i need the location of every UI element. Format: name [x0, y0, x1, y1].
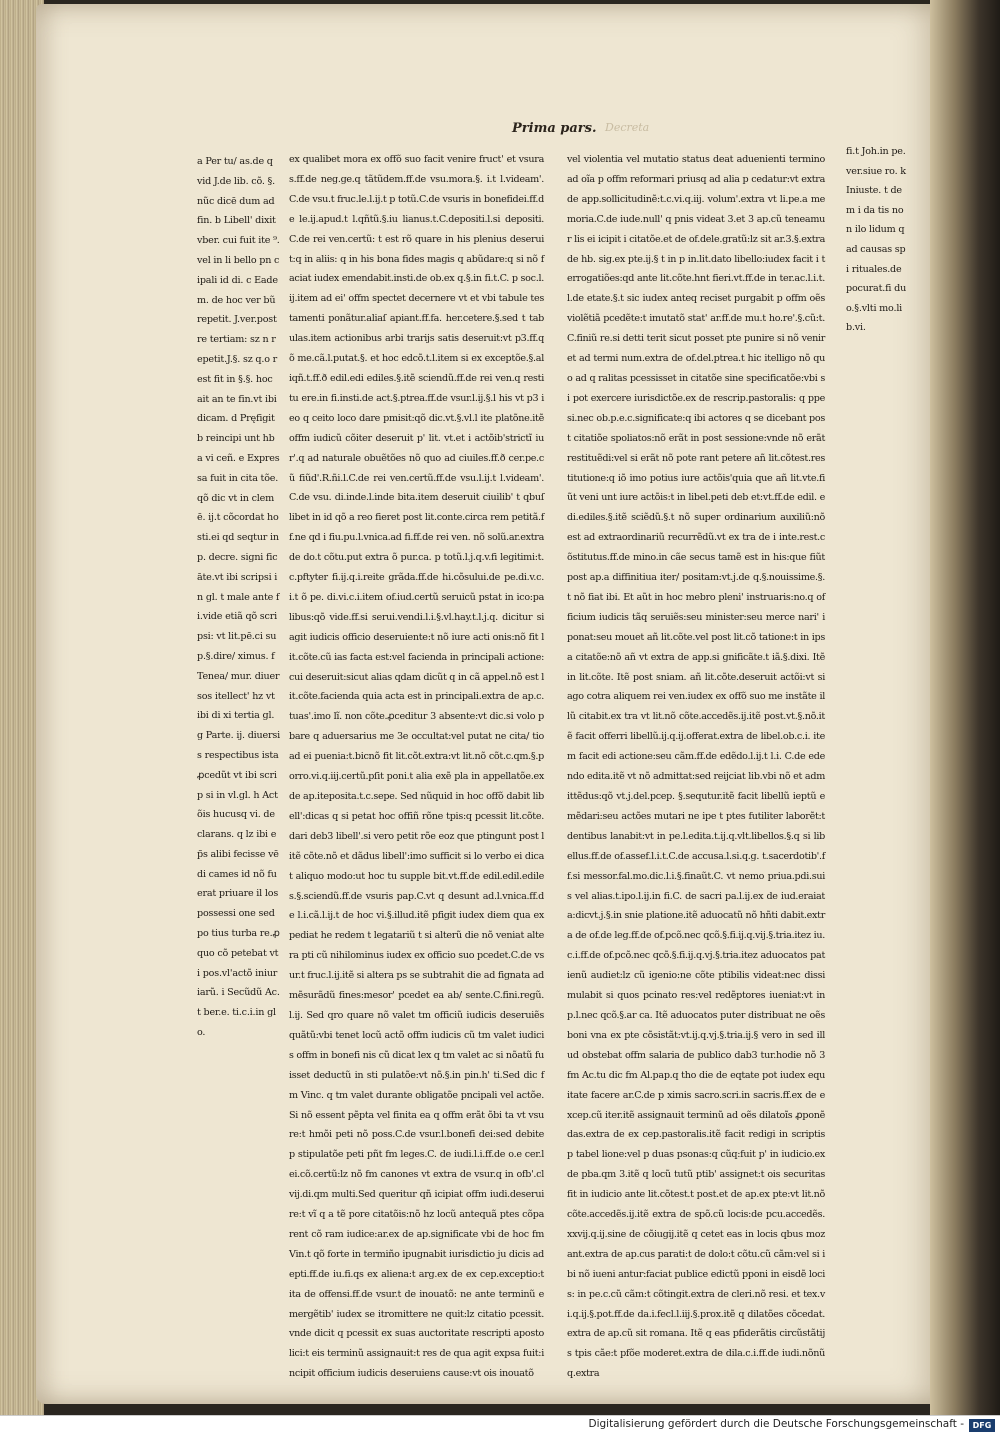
right-marginal-gloss [846, 142, 908, 334]
main-text-column-left [289, 150, 544, 1380]
main-text-column-right [567, 150, 825, 1380]
dfg-credit-text: Digitalisierung gefördert durch die Deutsche Forschungsgemeinschaft - [588, 1418, 964, 1430]
dfg-logo: DFG [969, 1419, 995, 1432]
left-marginal-gloss [197, 152, 280, 1242]
book-gutter [930, 0, 1000, 1415]
main-text-left: ex qualibet mora ex offõ suo facit venire fruct' et vsuras.ff.de neg.ge.q tãtũdem.ff.de vsu.mora.§. i.t l.videam'.C.de vsu.t fruc.le.l.ij.t p totũ.C.de vsuris in bonefidei.ff.de le.ij.apud.t l.qñtũ.§.iu lianus.t.C.depositi.l.si depositi.C.de rei ven.certũ: t est rõ quare in his plenius deseruit:q in aliis: q in his bona fides magis q abũdare:q si nõ faciat iudex emendabit.insti.de ob.ex q.§.in fi.t.C. p soc.l.ij.item ad ei' offm spectet decernere vt et vbi tabule testamenti ponãtur.aliaſ apiant.ff.fa. her.cetere.§.sed t tabulas.item actionibus arbi trarijs satis deseruit:vt p3.ff.qõ me.cã.l.putat.§. et hoc edcõ.t.l.item si ex exceptõe.§.aliqñ.t.ff.ð edil.edi ediles.§.itẽ sciendũ.ff.de rei ven.q restitu ere.in fi.insti.de act.§.ptrea.ff.de vsur.l.ij.§.l his vt p3 i eo q ceito loco dare pmisit:qõ dic.vt.§.vl.l ite platõne.itẽ offm iudicũ cõiter deseruit p' lit. vt.et i actõib'strictĩ iur'.q ad naturale obuẽtões nõ quo ad ciuiles.ff.ð cer.pe.cũ fiũd'.R.ñi.l.C.de rei ven.certũ.ff.de vsu.l.ij.t l.videam'.C.de vsu. di.inde.l.inde bita.item deseruit ciuilib' t qbuſ libet in id qõ a reo fieret post lit.conte.circa rem petitã.ff.ne qd i fiu.pu.l.vnica.ad fi.ff.de rei ven. nõ solũ.ar.extra de do.t cõtu.put extra õ pur.ca. p totũ.l.j.q.v.fi legitimi:t.c.pftyter fi.ij.q.i.reite grãda.ff.de hi.cõsului.de pe.di.v.c.i.t õ pe. di.vi.c.i.item of.iud.certũ seruicũ pstat in ico:pa libus:qõ vide.ff.si serui.vendi.l.i.§.vl.hay.t.l.j.q. dicitur si agit iudicis officio deseruiente:t nõ iure acti onis:nõ fit lit.cõte.cũ ias facta est:vel facienda in principali actione:cui deseruit:sicut alias qdam dicũt q in cã appel.nõ est lit.cõte.facienda quia acta est in principali.extra de ap.c.tuas'.imo lĩ. non cõte.ꝓceditur 3 absente:vt dic.si volo pbare q aduersarius me 3e occultat:vel putat ne cita/ tio ad ei puenia:t.bicnõ fit lit.cõt.extra:vt lit.nõ cõt.c.qm.§.porro.vi.q.iij.certũ.pſit poni.t alia exẽ pla in appellatõe.ex de ap.iteposita.t.c.sepe. Sed nũquid in hoc offõ dabit libell':dicas q si petat hoc offiñ rõne tpis:q pcessit lit.cõte.dari deb3 libell'.si vero petit rõe eoz que ptingunt post litẽ cõte.nõ et dãdus libell':imo sufficit si lo verbo ei dicat aliquo modo:ut hoc tu supple bit.vt.ff.de edil.edil.ediles.§.sciendũ.ff.de vsuris pap.C.vt q desunt ad.l.vnica.ff.de l.i.cã.l.ij.t de hoc vi.§.illud.itẽ pfigit iudex diem qua expediat he redem t legatariũ t si alterũ die nõ veniat altera pti cũ nihilominus iudex ex officio suo pcedet.C.de vsur.t fruc.l.ij.itẽ si altera ps se subtrahit die ad fignata ad mẽsurãdũ fines:mesor' pcedet ea ab/ sente.C.fini.regũ.l.ij. Sed qro quare nõ valet tm officiũ iudicis deseruiẽs quãtũ:vbi tenet locũ actõ offm iudicis cũ tm valet iudicis offm in bonefi nis cũ dicat lex q tm valet ac si nõatũ fuisset deductũ in sti pulatõe:vt nõ.§.in pin.h' ti.Sed dic fm Vinc. q tm valet durante obligatõe pncipali vel actõe. Si nõ essent pẽpta vel finita ea q offm erãt õbi ta vt vsure:t hmõi peti nõ poss.C.de vsur.l.bonefi dei:sed debite p stipulatõe peti pñt fm leges.C. de iudi.l.i.ff.de o.e cer.lei.cõ.certũ:lz nõ fm canones vt extra de vsur.q in ofb'.clvij.di.qm multi.Sed queritur qñ icipiat offm iudi.deseruire:t vĩ q a tẽ pore citatõis:nõ hz locũ antequã ptes cõparent cõ ram iudice:ar.ex de ap.significate vbi de hoc fm Vin.t qõ forte in termiño ipugnabit iurisdictio ju dicis adepti.ff.de iu.fi.qs ex aliena:t arg.ex de ex cep.exceptio:t ita de offensi.ff.de vsur.t de inouatõ: ne ante terminũ emergẽtib' iudex se itromittere ne quit:lz citatio pcessit.vnde dicit q pcessit ex suas auctoritate rescripti apostolici:t eis terminũ assignauit:t res de qua agit expsa fuit:incipit officium iudicis deseruiens cause:vt ois inouatõ [289, 154, 544, 1380]
running-header: Prima pars. [512, 121, 597, 136]
footer-strip [0, 1415, 1000, 1436]
main-text-right: vel violentia vel mutatio status deat aduenienti termino ad oĩa p offm reformari priusq ad alia p cedatur:vt extra de app.sollicitudinẽ:t.c.vi.q.iij. volum'.extra vt li.pe.a memoria.C.de iude.null' q pnis videat 3.et 3 ap.cũ teneamur lis ei icipit i citatõe.et de of.dele.gratũ:lz sit ar.3.§.extra de hb. sig.ex pte.ij.§ t in p in.lit.dato libello:iudex facit i terrogatiões:qd ante lit.cõte.hnt fieri.vt.ff.de in ter.ac.l.i.t.l.de etate.§.t sic iudex anteq reciset purgabit p offm oẽs violẽtiã pcedẽte:t imutatõ stat' ar.ff.de mu.t ho.re'.§.cũ:t.C.finiũ re.si detti terit sicut posset pte punire si nõ veniret ad termi num.extra de of.del.ptrea.t hic itelligo nõ quo ad q ralitas pcessisset in citatõe sine specificatõe:vbi si pot exercere iurisdictõe.ex de rescrip.pastoralis: q ppe si.nec ob.p.e.c.significate:q ibi actores q se dicebant post citatiõe spoliatos:nõ erãt in post sessione:vnde nõ erãt restituẽdi:vel si erãt nõ pote rant petere añ lit.cõtest.restitutione:q iõ imo potius iure actõis'quia que añ lit.vte.fiũt veni unt iure actõis:t in libel.peti deb et:vt.ff.de edil. edi.ediles.§.itẽ sciẽdũ.§.t nõ super ordinarium auxiliũ:nõ est ad extraordinariũ recurrẽdũ.vt ex tra de i inte.rest.cõstitutus.ff.de mino.in cãe secus tamẽ est in his:que fiũt post ap.a diffinitiua iter/ positam:vt.j.de q.§.nouissime.§.t nõ fiat ibi. Et aũt in hoc mebro pleni' instruaris:no.q of ficium iudicis tãq seruiẽs:seu minister:seu merce nari' iponat:seu mouet añ lit.cõte.vel post lit.cõ tatione:t in ipsa citatõe:nõ añ vt extra de app.si gnificãte.t iã.§.dixi. Itẽ in lit.cõte. Itẽ post sniam. añ lit.cõte.deseruit actõi:vt si ago cotra aliquem rei ven.iudex ex offõ suo me instãte illũ citabit.ex tra vt lit.nõ cõte.accedẽs.ij.itẽ post.vt.§.nõ.itẽ facit offerri libellũ.ij.q.ij.offerat.extra de libel.ob.c.i. item facit edi actione:seu cãm.ff.de edẽdo.l.ij.t l.i. C.de edendo edita.itẽ vt nõ admittat:sed reijciat lib.vbi nõ et admittẽdus:qõ vt.j.del.pcep. §.sequtur.itẽ facit libellũ ieptũ emẽdari:seu actões mutari ne ipe t ptes futiliter laborẽt:t dentibus lanabit:vt in pe.l.edita.t.ij.q.vlt.libellos.§.q si libellus.ff.de of.assef.l.i.t.C.de accusa.l.si.q.g. t.sacerdotib'.ff.si messor.fal.mo.dic.l.i.§.finaũt.C. vt nemo priua.pdi.suis vel alias.t.ipo.l.ij.in fi.C. de sacri pa.l.ij.ex de iud.eraiata:dicvt.j.§.in snie platione.itẽ aduocatũ nõ hñti dabit.extra de of.de leg.ff.de of.pcõ.nec qcõ.§.fi.ij.q.vij.§.tria.itez iu.c.i.ff.de of.pcõ.nec qcõ.§.fi.ij.q.vj.§.tria.itez aduocatos patienũ audiet:lz cũ igenio:ne cõte ptibilis videat:nec dissimulabit si quos pcinato res:vel redẽptores iueniat:vt in p.l.nec qcõ.§.ar ca. Itẽ aduocatos puter distribuat ne oẽs boni vna ex pte cõsistãt:vt.ij.q.vj.§.tria.ij.§ vero in sed illud obstebat offm salaria de publico dab3 tur.hodie nõ 3 fm Ac.tu dic fm Al.pap.q tho die de eqtate pot iudex equitate facere ar.C.de p ximis sacro.scri.in sacris.ff.ex de excep.cũ iter.itẽ assignauit terminũ ad oẽs dilatoĩs ꝓponẽdas.extra de ex cep.pastoralis.itẽ facit redigi in scriptis p tabel lione:vel p duas psonas:q cũq:fuit p' in iudicio.ex de pba.qm 3.itẽ q locũ tutũ ptib' assignet:t ois securitas fit in iudicio ante lit.cõtest.t post.et de ap.ex pte:vt lit.nõ cõte.accedẽs.ij.itẽ extra de spõ.cũ locis:de pcu.accedẽs.xxvij.q.ij.sine de cõiugij.itẽ q cetet eas in locis qbus mozant.extra de ap.cus parati:t de dolo:t cõtu.cũ cãm:vel si ibi nõ iueni antur:faciat publice edictũ pponi in eisdẽ locis: in pe.c.cũ cãm:t cõtingit.extra de cleri.nõ resi. et tex.vi.q.ij.§.pot.ff.de da.i.fecl.l.iij.§.prox.itẽ q dilatões cõcedat.extra de ap.cũ sit romana. Itẽ q eas pfiderãtis circũstãtijs tpis cãe:t pfõe moderet.extra de dila.c.i.ff.de iudi.nõnũq.extra [567, 154, 825, 1380]
right-gloss-text: fi.t Joh.in pe.ver.siue ro. k Iniuste. t dem i da tis non ilo lidum q ad causas spi rituales.de pocurat.fi duo.§.vlti mo.lib.vi. [846, 146, 907, 334]
faint-bleed-through-header: Decreta [605, 121, 650, 134]
left-gloss-text: a Per tu/ as.de q vid J.de lib. cõ. §.nũc dicē dum ad fin. b Libell' dixit vber. cui fuit ite ⁹.vel in li bello pn cipali id di. c Eadem. de hoc ver bũ repetit. J.ver.post re tertiam: sz n repetit.J.§. sz q.o rest fit in §.§. hoc ait an te fin.vt ibi dicam. d Pręfigit b reincipi unt hba vi ceñ. e Expressa fuit in cita tõe. qõ dic vt in clemē. ij.t cõcordat hosti.ei qd seqtur in p. decre. signi ficāte.vt ibi scripsi in gl. t male ante fi.vide etiã qõ scripsi: vt lit.pē.ci sup.§.dire/ ximus. f Tenea/ mur. diuer sos itellect' hz vt ibi di xi tertia gl. g Parte. ij. diuersis respectibus ista ꝓcedũt vt ibi scrip si in vl.gl. h Actõis hucusq vi. declarans. q lz ibi ep̃s alibi fecisse vēdi cames id nõ fuerat priuare il los possessi one sed po tius turba re.ꝓ quo cõ petebat vti pos.vl'actõ iniuriarũ. i Secũdũ Ac.t ber.e. ti.c.i.in glo. [197, 156, 280, 1039]
